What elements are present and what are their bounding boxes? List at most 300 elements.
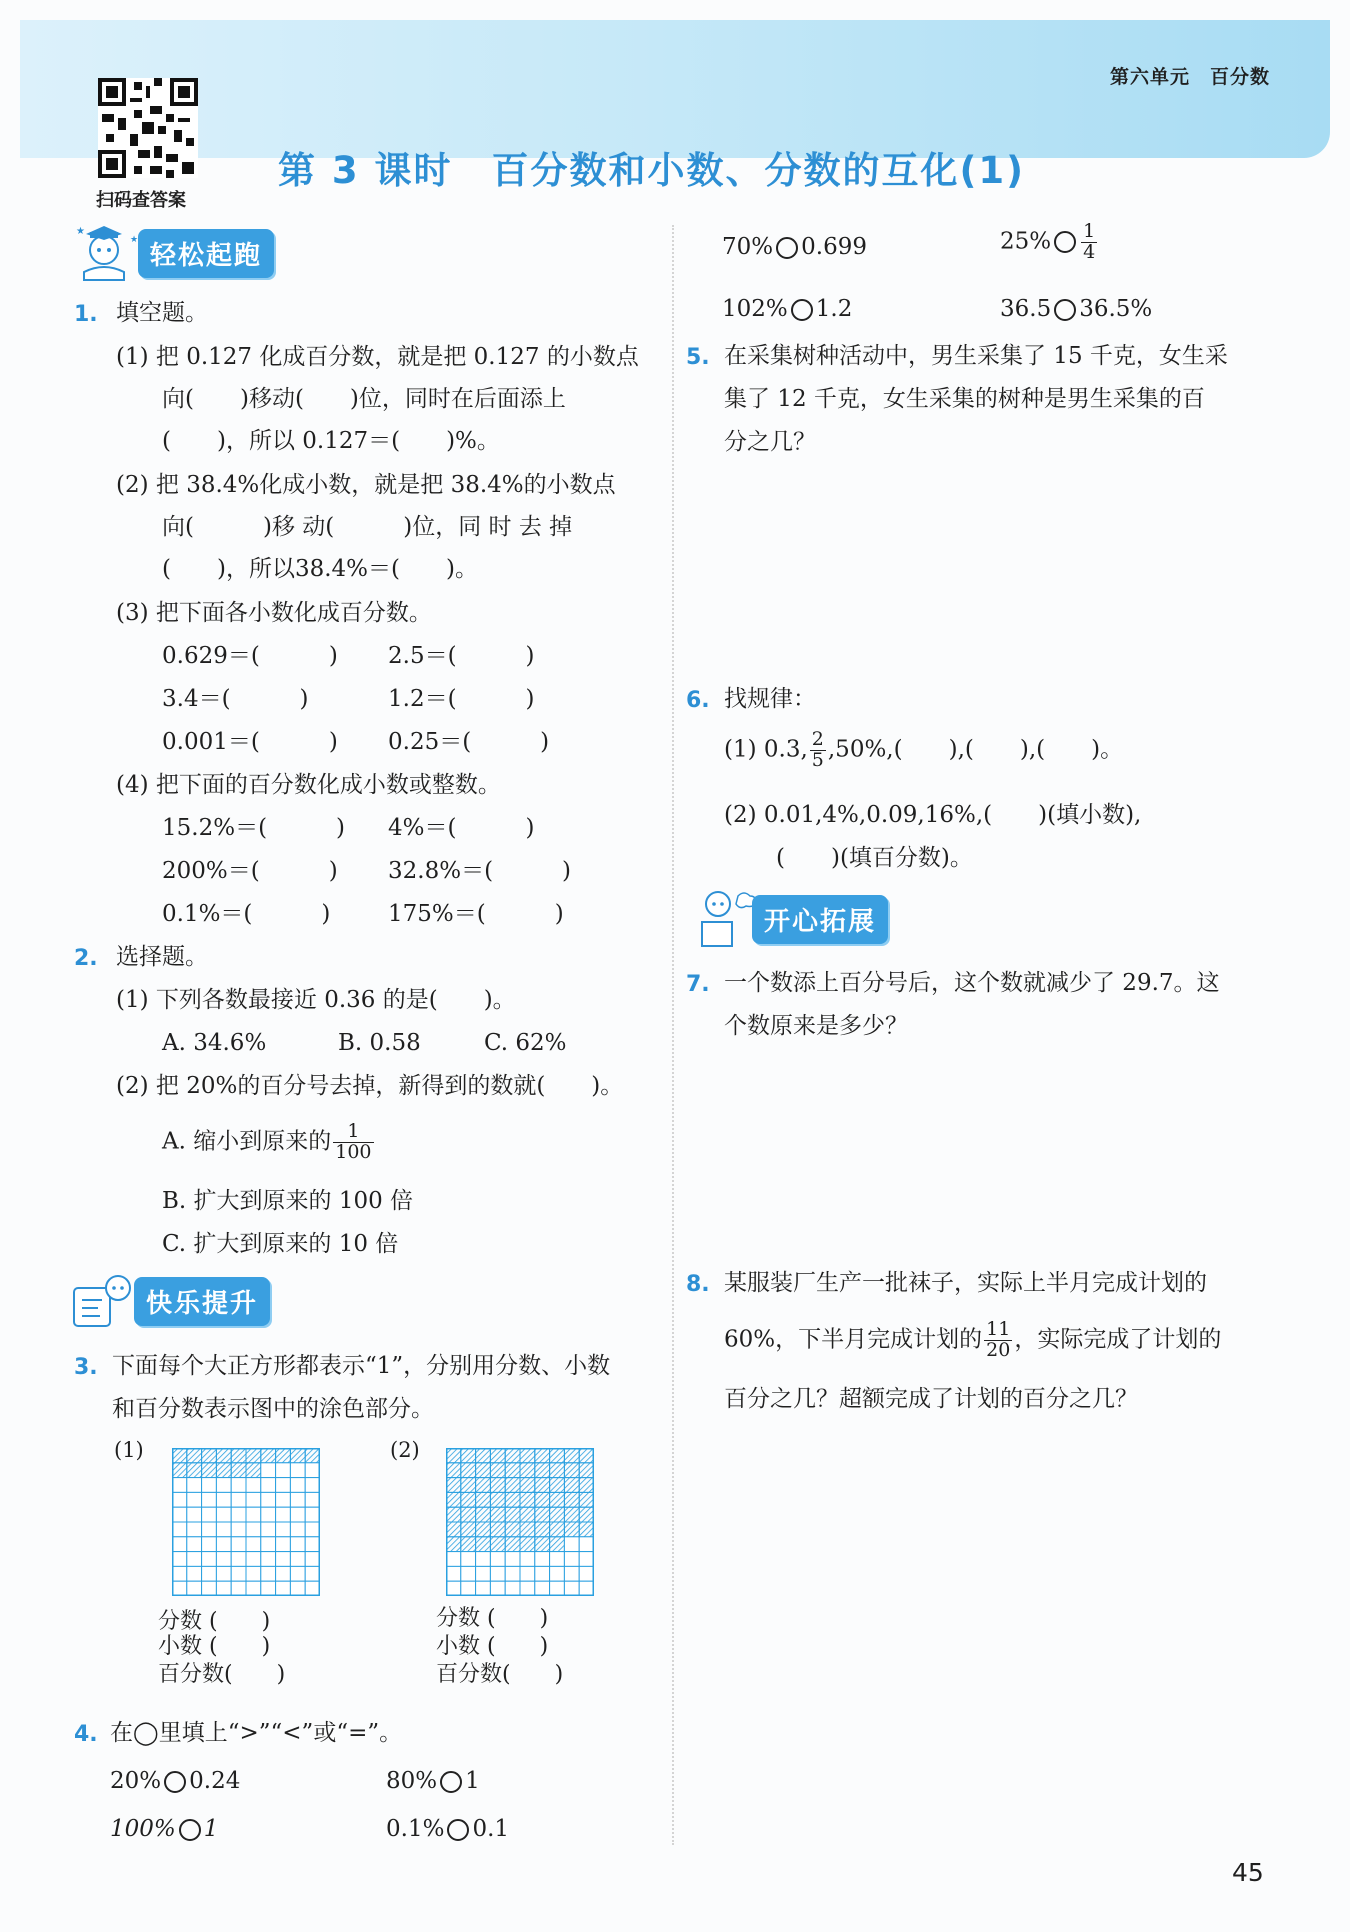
grid-cell bbox=[231, 1478, 246, 1493]
grid-cell bbox=[305, 1478, 320, 1493]
question-text: 和百分数表示图中的涂色部分。 bbox=[112, 1396, 434, 1422]
grid-cell bbox=[461, 1566, 476, 1581]
grid-cell bbox=[579, 1566, 594, 1581]
grid-cell bbox=[579, 1552, 594, 1567]
text-part: 60%，下半月完成计划的 bbox=[724, 1326, 983, 1353]
grid-cell bbox=[520, 1581, 535, 1596]
question-number: 5. bbox=[686, 345, 710, 370]
grid-cell-shaded bbox=[476, 1478, 491, 1493]
grid-cell-shaded bbox=[520, 1478, 535, 1493]
compare-item[interactable] bbox=[386, 1818, 509, 1841]
grid-cell bbox=[231, 1566, 246, 1581]
grid-cell-shaded bbox=[446, 1522, 461, 1537]
grid-cell bbox=[290, 1507, 305, 1522]
grid-cell-shaded bbox=[579, 1507, 594, 1522]
choice-option[interactable]: B. 扩大到原来的 100 倍 bbox=[162, 1188, 414, 1214]
question-number: 4. bbox=[74, 1722, 98, 1747]
section-title: 开心拓展 bbox=[752, 895, 888, 944]
figure-label: (1) bbox=[114, 1438, 144, 1462]
grid-cell bbox=[261, 1552, 276, 1567]
grid-cell bbox=[172, 1507, 187, 1522]
question-number: 7. bbox=[686, 972, 710, 997]
choice-option[interactable]: B. 0.58 bbox=[338, 1030, 421, 1056]
boy-with-board-icon bbox=[70, 1270, 142, 1332]
grid-cell bbox=[276, 1552, 291, 1567]
fraction-numerator: 1 bbox=[1083, 220, 1096, 242]
grid-cell-shaded bbox=[535, 1507, 550, 1522]
grid-cell-shaded bbox=[505, 1478, 520, 1493]
grid-cell bbox=[476, 1581, 491, 1596]
grid-cell bbox=[520, 1552, 535, 1567]
compare-circle[interactable] bbox=[440, 1771, 462, 1793]
grid-cell bbox=[261, 1492, 276, 1507]
grid-cell bbox=[564, 1552, 579, 1567]
answer-row[interactable]: 小数 ( ) bbox=[436, 1634, 549, 1659]
unit-label: 第六单元 百分数 bbox=[1109, 66, 1270, 88]
grid-cell bbox=[231, 1581, 246, 1596]
fraction bbox=[984, 1320, 1012, 1361]
grid-cell-shaded bbox=[461, 1448, 476, 1463]
grid-cell bbox=[261, 1522, 276, 1537]
grid-cell-shaded bbox=[490, 1537, 505, 1552]
compare-right: 0.1 bbox=[472, 1816, 510, 1842]
compare-circle[interactable] bbox=[776, 237, 798, 259]
grid-cell-shaded bbox=[564, 1492, 579, 1507]
grid-cell bbox=[476, 1566, 491, 1581]
grid-cell bbox=[187, 1492, 202, 1507]
grid-cell-shaded bbox=[550, 1478, 565, 1493]
fill-blank-item[interactable]: 0.629＝( ) bbox=[162, 643, 338, 669]
grid-cell bbox=[202, 1522, 217, 1537]
fill-blank-item[interactable]: 175%＝( ) bbox=[388, 901, 564, 927]
question-title: 选择题。 bbox=[116, 944, 208, 970]
grid-cell-shaded bbox=[446, 1537, 461, 1552]
grid-cell bbox=[305, 1463, 320, 1478]
question-text: (1) 把 0.127 化成百分数，就是把 0.127 的小数点 bbox=[116, 344, 639, 370]
grid-cell bbox=[305, 1552, 320, 1567]
grid-cell bbox=[564, 1581, 579, 1596]
compare-item[interactable] bbox=[110, 1770, 240, 1793]
question-text: 下面每个大正方形都表示“1”，分别用分数、小数 bbox=[112, 1353, 611, 1379]
compare-circle[interactable] bbox=[179, 1819, 201, 1841]
grid-cell bbox=[446, 1566, 461, 1581]
grid-cell bbox=[246, 1492, 261, 1507]
grid-cell-shaded bbox=[564, 1463, 579, 1478]
section-badge-extend bbox=[688, 888, 888, 950]
grid-cell-shaded bbox=[579, 1478, 594, 1493]
section-title: 快乐提升 bbox=[134, 1277, 270, 1326]
svg-text:★: ★ bbox=[130, 235, 139, 245]
grid-cell-shaded bbox=[505, 1522, 520, 1537]
grid-cell bbox=[550, 1552, 565, 1567]
grid-cell-shaded bbox=[476, 1537, 491, 1552]
grid-cell-shaded bbox=[446, 1507, 461, 1522]
fraction-denominator: 20 bbox=[986, 1338, 1011, 1361]
grid-cell bbox=[172, 1522, 187, 1537]
column-divider bbox=[672, 225, 674, 1845]
question-text: 向( )移 动( )位，同 时 去 掉 bbox=[162, 514, 573, 540]
fraction-numerator: 11 bbox=[986, 1318, 1011, 1340]
grid-cell bbox=[305, 1507, 320, 1522]
question-text: ( )(填百分数)。 bbox=[776, 845, 973, 871]
compare-circle[interactable] bbox=[1054, 231, 1076, 253]
compare-right: 1 bbox=[203, 1816, 219, 1842]
grid-cell bbox=[246, 1537, 261, 1552]
grid-cell bbox=[202, 1581, 217, 1596]
grid-cell bbox=[216, 1507, 231, 1522]
question-number: 2. bbox=[74, 946, 98, 971]
grid-cell-shaded bbox=[476, 1522, 491, 1537]
grid-cell-shaded bbox=[490, 1507, 505, 1522]
fill-blank-item[interactable]: 3.4＝( ) bbox=[162, 686, 309, 712]
choice-option[interactable]: A. 34.6% bbox=[162, 1030, 267, 1056]
grid-cell bbox=[172, 1537, 187, 1552]
grid-cell-shaded bbox=[579, 1492, 594, 1507]
question-number: 1. bbox=[74, 302, 98, 327]
compare-right: 0.699 bbox=[801, 234, 867, 260]
grid-cell-shaded bbox=[172, 1463, 187, 1478]
grid-cell-shaded bbox=[172, 1448, 187, 1463]
compare-circle[interactable] bbox=[1054, 299, 1076, 321]
grid-cell-shaded bbox=[490, 1448, 505, 1463]
grid-cell-shaded bbox=[446, 1492, 461, 1507]
grid-cell-shaded bbox=[520, 1448, 535, 1463]
option-text: A. 缩小到原来的 bbox=[162, 1128, 332, 1155]
grid-cell bbox=[290, 1566, 305, 1581]
header-banner bbox=[20, 20, 1330, 158]
grid-cell-shaded bbox=[579, 1463, 594, 1478]
grid-cell bbox=[461, 1581, 476, 1596]
grid-cell-shaded bbox=[216, 1463, 231, 1478]
grid-cell bbox=[290, 1522, 305, 1537]
grid-cell bbox=[446, 1552, 461, 1567]
fill-blank-item[interactable]: 32.8%＝( ) bbox=[388, 858, 572, 884]
compare-left: 102% bbox=[722, 296, 788, 322]
question-text: 向( )移动( )位，同时在后面添上 bbox=[162, 386, 566, 412]
question-text: (4) 把下面的百分数化成小数或整数。 bbox=[116, 772, 501, 798]
grid-cell-shaded bbox=[564, 1448, 579, 1463]
choice-option[interactable]: C. 扩大到原来的 10 倍 bbox=[162, 1231, 399, 1257]
grid-cell bbox=[564, 1566, 579, 1581]
question-text: (2) 0.01,4%,0.09,16%,( )(填小数), bbox=[724, 802, 1142, 828]
compare-item[interactable] bbox=[1000, 298, 1152, 321]
question-text: (2) 把 38.4%化成小数，就是把 38.4%的小数点 bbox=[116, 472, 616, 498]
compare-circle[interactable] bbox=[791, 299, 813, 321]
grid-cell-shaded bbox=[505, 1463, 520, 1478]
compare-item[interactable] bbox=[1000, 222, 1099, 263]
grid-cell bbox=[187, 1507, 202, 1522]
question-title: 在◯里填上“>”“<”或“=”。 bbox=[110, 1720, 403, 1746]
grid-cell bbox=[520, 1566, 535, 1581]
grid-cell-shaded bbox=[579, 1448, 594, 1463]
question-text: (2) 把 20%的百分号去掉，新得到的数就( )。 bbox=[116, 1073, 624, 1099]
fraction-denominator: 4 bbox=[1083, 240, 1096, 263]
question-text: 一个数添上百分号后，这个数就减少了 29.7。这 bbox=[724, 970, 1220, 996]
grid-cell bbox=[276, 1463, 291, 1478]
answer-row[interactable]: 百分数( ) bbox=[158, 1662, 286, 1687]
section-badge-improve bbox=[70, 1270, 270, 1332]
compare-circle[interactable] bbox=[164, 1771, 186, 1793]
grid-cell bbox=[305, 1537, 320, 1552]
answer-row[interactable]: 百分数( ) bbox=[436, 1662, 564, 1687]
grid-cell bbox=[276, 1522, 291, 1537]
grid-cell bbox=[246, 1552, 261, 1567]
grid-cell-shaded bbox=[505, 1507, 520, 1522]
question-title: 填空题。 bbox=[116, 300, 208, 326]
grid-cell bbox=[187, 1566, 202, 1581]
grid-cell bbox=[490, 1552, 505, 1567]
grid-cell bbox=[202, 1552, 217, 1567]
grid-cell bbox=[202, 1492, 217, 1507]
grid-cell-shaded bbox=[550, 1522, 565, 1537]
grid-cell-shaded bbox=[476, 1463, 491, 1478]
grid-cell-shaded bbox=[216, 1448, 231, 1463]
grid-cell bbox=[261, 1463, 276, 1478]
sequence-start: (1) 0.3, bbox=[724, 736, 808, 763]
compare-right: 1.2 bbox=[815, 296, 853, 322]
compare-left: 36.5 bbox=[1000, 296, 1052, 322]
question-title: 找规律： bbox=[724, 686, 816, 712]
grid-cell bbox=[202, 1566, 217, 1581]
grid-cell-shaded bbox=[476, 1492, 491, 1507]
compare-item[interactable] bbox=[722, 236, 867, 259]
figure-label: (2) bbox=[390, 1438, 420, 1462]
grid-cell bbox=[187, 1478, 202, 1493]
grid-cell bbox=[231, 1552, 246, 1567]
grid-cell bbox=[187, 1522, 202, 1537]
grid-cell-shaded bbox=[202, 1448, 217, 1463]
grid-cell bbox=[172, 1566, 187, 1581]
fill-blank-item[interactable]: 0.001＝( ) bbox=[162, 729, 338, 755]
question-text: (1) 下列各数最接近 0.36 的是( )。 bbox=[116, 987, 516, 1013]
question-text: ( )，所以 0.127＝( )%。 bbox=[162, 428, 500, 454]
grid-cell bbox=[216, 1552, 231, 1567]
compare-left: 20% bbox=[110, 1768, 162, 1794]
grid-cell bbox=[276, 1492, 291, 1507]
compare-left: 25% bbox=[1000, 228, 1052, 255]
grid-cell-shaded bbox=[535, 1537, 550, 1552]
grid-cell bbox=[476, 1552, 491, 1567]
grid-cell-shaded bbox=[564, 1507, 579, 1522]
grid-cell bbox=[246, 1522, 261, 1537]
compare-left: 0.1% bbox=[386, 1816, 445, 1842]
fraction bbox=[1081, 222, 1097, 263]
grid-cell-shaded bbox=[187, 1463, 202, 1478]
fill-blank-item[interactable]: 200%＝( ) bbox=[162, 858, 338, 884]
compare-left: 80% bbox=[386, 1768, 438, 1794]
grid-cell bbox=[305, 1522, 320, 1537]
fraction-numerator: 2 bbox=[811, 728, 824, 750]
grid-cell-shaded bbox=[202, 1463, 217, 1478]
fill-blank-item[interactable]: 15.2%＝( ) bbox=[162, 815, 346, 841]
grid-cell bbox=[535, 1552, 550, 1567]
fraction-numerator: 1 bbox=[333, 1122, 373, 1143]
grid-cell bbox=[505, 1552, 520, 1567]
grid-cell bbox=[261, 1537, 276, 1552]
grid-cell-shaded bbox=[564, 1478, 579, 1493]
grid-cell-shaded bbox=[490, 1522, 505, 1537]
compare-left: 70% bbox=[722, 234, 774, 260]
grid-cell bbox=[579, 1581, 594, 1596]
grid-cell-shaded bbox=[461, 1537, 476, 1552]
grid-cell bbox=[276, 1581, 291, 1596]
grid-cell-shaded bbox=[461, 1478, 476, 1493]
grid-cell bbox=[172, 1478, 187, 1493]
compare-item[interactable] bbox=[386, 1770, 480, 1793]
grid-cell-shaded bbox=[550, 1448, 565, 1463]
grid-cell bbox=[290, 1478, 305, 1493]
fraction bbox=[810, 730, 826, 771]
grid-cell bbox=[216, 1581, 231, 1596]
grid-cell bbox=[446, 1581, 461, 1596]
grid-cell-shaded bbox=[520, 1492, 535, 1507]
grid-cell-shaded bbox=[461, 1507, 476, 1522]
question-text: 集了 12 千克，女生采集的树种是男生采集的百 bbox=[724, 386, 1205, 412]
grid-cell bbox=[290, 1581, 305, 1596]
grid-cell-shaded bbox=[490, 1463, 505, 1478]
sequence-rest: ,50%,( ),( ),( )。 bbox=[827, 736, 1124, 763]
grid-cell bbox=[231, 1537, 246, 1552]
grid-cell bbox=[461, 1552, 476, 1567]
grid-cell bbox=[172, 1552, 187, 1567]
grid-cell-shaded bbox=[535, 1463, 550, 1478]
answer-row[interactable]: 分数 ( ) bbox=[158, 1609, 271, 1634]
section-badge-warmup bbox=[74, 222, 274, 284]
grid-cell bbox=[216, 1478, 231, 1493]
grid-cell-shaded bbox=[535, 1492, 550, 1507]
compare-right: 36.5% bbox=[1079, 296, 1153, 322]
grid-cell-shaded bbox=[187, 1448, 202, 1463]
text-part: ，实际完成了计划的 bbox=[1014, 1326, 1222, 1353]
hundred-grid-2 bbox=[446, 1448, 594, 1596]
fraction-denominator: 5 bbox=[811, 748, 824, 771]
question-text bbox=[724, 1320, 1221, 1361]
fill-blank-item[interactable]: 1.2＝( ) bbox=[388, 686, 535, 712]
grid-cell bbox=[550, 1581, 565, 1596]
grid-cell bbox=[216, 1537, 231, 1552]
compare-item[interactable] bbox=[722, 298, 852, 321]
question-number: 6. bbox=[686, 688, 710, 713]
grid-cell bbox=[216, 1566, 231, 1581]
choice-option[interactable] bbox=[162, 1122, 376, 1163]
grid-cell bbox=[231, 1507, 246, 1522]
qr-caption: 扫码查答案 bbox=[96, 190, 186, 211]
grid-cell bbox=[261, 1581, 276, 1596]
grid-cell-shaded bbox=[446, 1463, 461, 1478]
grid-cell bbox=[305, 1581, 320, 1596]
grid-cell-shaded bbox=[446, 1448, 461, 1463]
grid-cell-shaded bbox=[231, 1463, 246, 1478]
grid-cell bbox=[187, 1581, 202, 1596]
question-text: ( )，所以38.4%＝( )。 bbox=[162, 556, 478, 582]
compare-right: 0.24 bbox=[189, 1768, 241, 1794]
grid-cell-shaded bbox=[579, 1522, 594, 1537]
choice-option[interactable]: C. 62% bbox=[484, 1030, 567, 1056]
grid-cell bbox=[535, 1566, 550, 1581]
question-text: 某服装厂生产一批袜子，实际上半月完成计划的 bbox=[724, 1270, 1207, 1296]
grid-cell-shaded bbox=[535, 1478, 550, 1493]
grid-cell-shaded bbox=[446, 1478, 461, 1493]
fill-blank-item[interactable]: 4%＝( ) bbox=[388, 815, 535, 841]
grid-cell-shaded bbox=[505, 1492, 520, 1507]
grid-cell-shaded bbox=[490, 1478, 505, 1493]
grid-cell-shaded bbox=[461, 1463, 476, 1478]
fill-blank-item[interactable]: 0.1%＝( ) bbox=[162, 901, 331, 927]
grid-cell-shaded bbox=[550, 1492, 565, 1507]
grid-cell-shaded bbox=[305, 1448, 320, 1463]
fraction-denominator: 100 bbox=[335, 1140, 372, 1163]
grid-cell bbox=[564, 1537, 579, 1552]
grid-cell bbox=[276, 1478, 291, 1493]
grid-cell-shaded bbox=[490, 1492, 505, 1507]
answer-row[interactable]: 小数 ( ) bbox=[158, 1634, 271, 1659]
grid-cell-shaded bbox=[535, 1448, 550, 1463]
question-number: 8. bbox=[686, 1272, 710, 1297]
grid-cell bbox=[505, 1566, 520, 1581]
grid-cell bbox=[490, 1581, 505, 1596]
fill-blank-item[interactable]: 2.5＝( ) bbox=[388, 643, 535, 669]
qr-code-icon[interactable] bbox=[98, 78, 198, 178]
kid-on-block-icon bbox=[688, 888, 760, 950]
grid-cell-shaded bbox=[231, 1448, 246, 1463]
grid-cell bbox=[172, 1492, 187, 1507]
grid-cell-shaded bbox=[461, 1492, 476, 1507]
grid-cell bbox=[172, 1581, 187, 1596]
grid-cell bbox=[187, 1552, 202, 1567]
grid-cell bbox=[261, 1478, 276, 1493]
grid-cell-shaded bbox=[520, 1537, 535, 1552]
grid-cell-shaded bbox=[476, 1507, 491, 1522]
hundred-grid-1 bbox=[172, 1448, 320, 1596]
question-text: 分之几？ bbox=[724, 429, 816, 455]
page-number: 45 bbox=[1232, 1858, 1264, 1887]
grid-cell bbox=[276, 1537, 291, 1552]
question-text bbox=[724, 730, 1123, 771]
grid-cell bbox=[276, 1566, 291, 1581]
grid-cell bbox=[535, 1581, 550, 1596]
grid-cell-shaded bbox=[550, 1463, 565, 1478]
answer-row[interactable]: 分数 ( ) bbox=[436, 1606, 549, 1631]
grid-cell bbox=[290, 1463, 305, 1478]
question-text: 在采集树种活动中，男生采集了 15 千克，女生采 bbox=[724, 343, 1228, 369]
question-text: (3) 把下面各小数化成百分数。 bbox=[116, 600, 432, 626]
grid-cell bbox=[231, 1522, 246, 1537]
grid-cell bbox=[246, 1478, 261, 1493]
grid-cell bbox=[290, 1552, 305, 1567]
grid-cell bbox=[490, 1566, 505, 1581]
grid-cell bbox=[246, 1581, 261, 1596]
grid-cell bbox=[187, 1537, 202, 1552]
grid-cell-shaded bbox=[550, 1507, 565, 1522]
grid-cell-shaded bbox=[505, 1537, 520, 1552]
compare-item[interactable] bbox=[110, 1818, 218, 1841]
grid-cell-shaded bbox=[246, 1463, 261, 1478]
fill-blank-item[interactable]: 0.25＝( ) bbox=[388, 729, 550, 755]
grid-cell bbox=[305, 1566, 320, 1581]
grid-cell-shaded bbox=[261, 1448, 276, 1463]
grid-cell bbox=[290, 1492, 305, 1507]
grid-cell bbox=[305, 1492, 320, 1507]
compare-circle[interactable] bbox=[447, 1819, 469, 1841]
fraction bbox=[333, 1122, 373, 1163]
compare-right: 1 bbox=[465, 1768, 480, 1794]
grid-cell bbox=[246, 1507, 261, 1522]
grid-cell bbox=[505, 1581, 520, 1596]
question-text: 个数原来是多少？ bbox=[724, 1013, 908, 1039]
grid-cell bbox=[246, 1566, 261, 1581]
grid-cell bbox=[216, 1522, 231, 1537]
grid-cell-shaded bbox=[246, 1448, 261, 1463]
